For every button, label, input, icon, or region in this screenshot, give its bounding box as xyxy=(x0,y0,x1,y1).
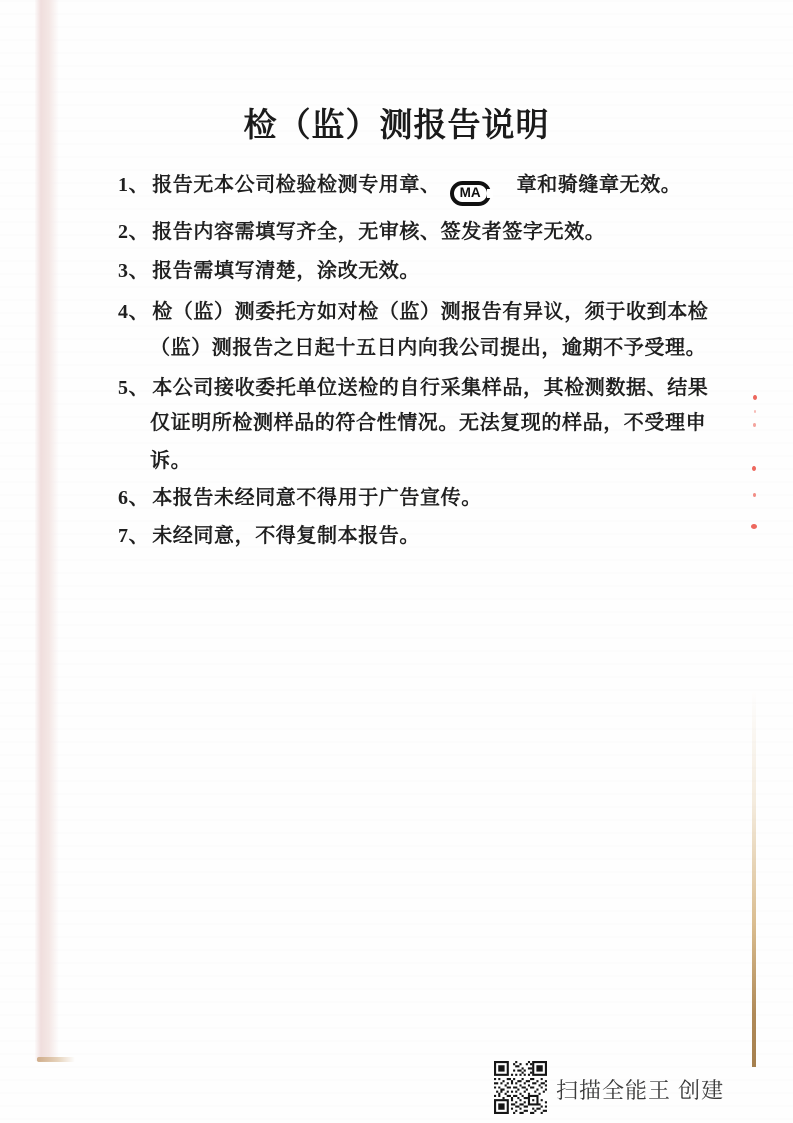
item-text: （监）测报告之日起十五日内向我公司提出，逾期不予受理。 xyxy=(150,337,707,359)
red-mark xyxy=(753,395,757,400)
item-text: 本公司接收委托单位送检的自行采集样品，其检测数据、结果 xyxy=(152,377,709,399)
item-number: 7、 xyxy=(118,525,150,547)
spine-shadow-strip xyxy=(35,0,59,1061)
cma-logo-icon xyxy=(450,181,491,206)
item-number: 5、 xyxy=(118,377,150,399)
item-text: 仅证明所检测样品的符合性情况。无法复现的样品，不受理申 xyxy=(150,412,707,434)
list-item-5-continuation xyxy=(150,411,706,435)
qr-code-icon xyxy=(494,1061,547,1114)
item-number: 6、 xyxy=(118,487,150,509)
page-title: 检（监）测报告说明 xyxy=(243,106,550,143)
list-item-1 xyxy=(118,173,681,206)
item-text: 诉。 xyxy=(150,450,192,472)
item-text: 报告需填写清楚，涂改无效。 xyxy=(152,260,421,282)
item-text: 未经同意，不得复制本报告。 xyxy=(152,525,421,547)
item-number: 1、 xyxy=(118,174,150,196)
red-mark xyxy=(753,423,756,427)
item-text: 报告内容需填写齐全，无审核、签发者签字无效。 xyxy=(152,221,606,243)
page-edge-line xyxy=(752,690,756,1067)
list-item-6 xyxy=(118,486,482,510)
list-item-3 xyxy=(118,259,420,283)
red-mark xyxy=(754,410,756,413)
item-text: 本报告未经同意不得用于广告宣传。 xyxy=(152,487,482,509)
red-mark xyxy=(753,493,756,497)
list-item-2 xyxy=(118,220,605,244)
item-text: 报告无本公司检验检测专用章、 xyxy=(152,174,441,196)
list-item-5 xyxy=(118,376,708,400)
list-item-4-continuation xyxy=(150,336,706,360)
item-number: 3、 xyxy=(118,260,150,282)
list-item-7 xyxy=(118,524,420,548)
scanner-label: 扫描全能王 创建 xyxy=(556,1078,725,1103)
list-item-5-continuation xyxy=(150,449,191,473)
list-item-4 xyxy=(118,300,708,324)
red-mark xyxy=(751,524,757,529)
item-text: 检（监）测委托方如对检（监）测报告有异议，须于收到本检 xyxy=(152,301,709,323)
item-number: 2、 xyxy=(118,221,150,243)
spine-bottom-smudge xyxy=(37,1057,75,1062)
item-text: 章和骑缝章无效。 xyxy=(516,174,682,196)
cma-logo-letters: MA xyxy=(459,185,481,200)
red-mark xyxy=(752,466,756,471)
item-number: 4、 xyxy=(118,301,150,323)
